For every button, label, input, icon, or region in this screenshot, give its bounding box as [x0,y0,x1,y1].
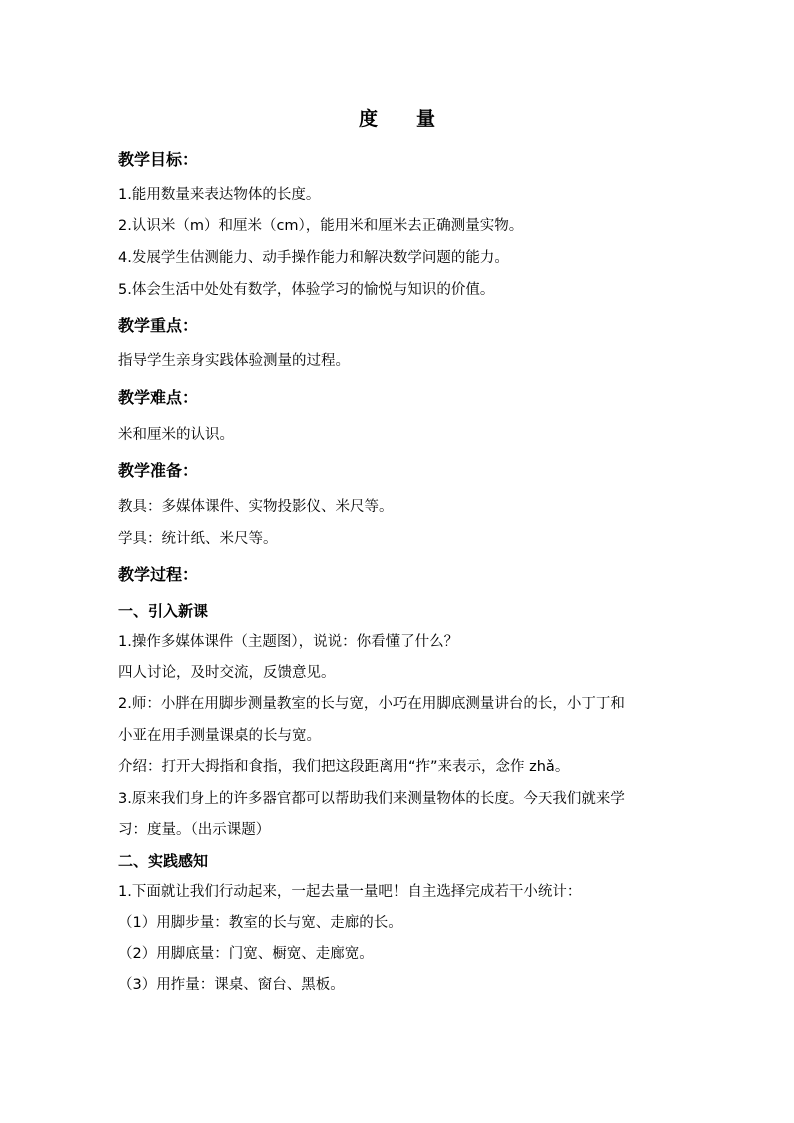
teacher-tools: 教具：多媒体课件、实物投影仪、米尺等。 [118,499,394,515]
section-1-step-2-line-1: 2.师：小胖在用脚步测量教室的长与宽，小巧在用脚底测量讲台的长，小丁丁和 [118,696,625,712]
key-point-text: 指导学生亲身实践体验测量的过程。 [118,353,350,369]
section-1-intro: 介绍：打开大拇指和食指，我们把这段距离用“拃”来表示，念作 zhǎ。 [118,759,570,775]
section-2-item-3: （3）用拃量：课桌、窗台、黑板。 [118,977,345,993]
document-title [0,104,794,131]
section-1-step-1: 1.操作多媒体课件（主题图），说说：你看懂了什么？ [118,634,459,650]
section-1-step-3-line-2: 习：度量。（出示课题） [118,822,271,838]
section-2-heading: 二、实践感知 [118,852,209,870]
section-2-item-2: （2）用脚底量：门宽、橱宽、走廊宽。 [118,946,374,962]
section-2-item-1: （1）用脚步量：教室的长与宽、走廊的长。 [118,915,403,931]
section-1-step-1-note: 四人讨论，及时交流，反馈意见。 [118,665,336,681]
section-1-step-2-line-2: 小亚在用手测量课桌的长与宽。 [118,728,321,744]
heading-process: 教学过程： [118,565,199,584]
title-part-2: 量 [416,108,436,130]
section-2-step-1: 1.下面就让我们行动起来，一起去量一量吧！自主选择完成若干小统计： [118,884,582,900]
section-1-heading: 一、引入新课 [118,602,209,620]
title-part-1: 度 [358,108,378,130]
goal-item-5: 5.体会生活中处处有数学，体验学习的愉悦与知识的价值。 [118,282,495,298]
difficulty-text: 米和厘米的认识。 [118,427,234,443]
student-tools: 学具：统计纸、米尺等。 [118,531,278,547]
goal-item-1: 1.能用数量来表达物体的长度。 [118,187,321,203]
goal-item-4: 4.发展学生估测能力、动手操作能力和解决数学问题的能力。 [118,250,509,266]
heading-key-points: 教学重点： [118,316,199,335]
goal-item-2: 2.认识米（m）和厘米（cm），能用米和厘米去正确测量实物。 [118,218,524,234]
heading-difficulties: 教学难点： [118,388,199,407]
section-1-step-3-line-1: 3.原来我们身上的许多器官都可以帮助我们来测量物体的长度。今天我们就来学 [118,791,625,807]
heading-teaching-goals: 教学目标： [118,150,199,169]
heading-preparation: 教学准备： [118,461,199,480]
